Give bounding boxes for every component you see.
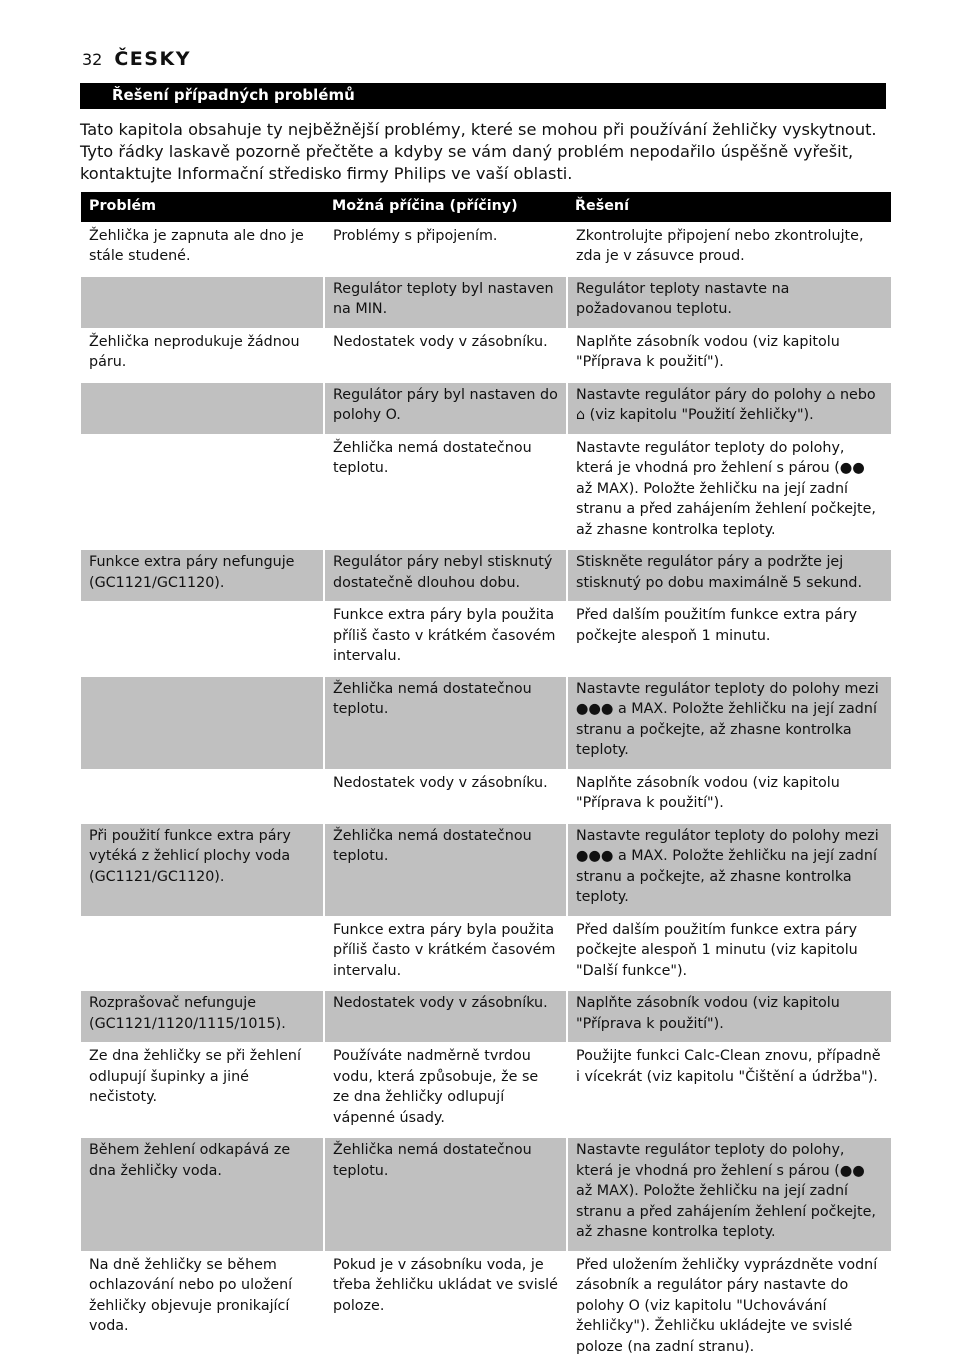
cause-cell: Regulátor páry byl nastaven do polohy O. — [324, 382, 567, 435]
solution-cell: Zkontrolujte připojení nebo zkontrolujte, zda je v zásuvce proud. — [567, 223, 891, 276]
table-row — [81, 223, 891, 276]
solution-cell: Naplňte zásobník vodou (viz kapitolu "Příprava k použití"). — [567, 770, 891, 823]
table-row — [81, 382, 891, 435]
table-row — [81, 602, 891, 676]
solution-cell: Použijte funkci Calc-Clean znovu, případně i vícekrát (viz kapitolu "Čištění a údržba"). — [567, 1043, 891, 1137]
solution-cell: Nastavte regulátor teploty do polohy, která je vhodná pro žehlení s párou (●● až MAX). Položte žehličku na její zadní stranu a před zahájením žehlení počkejte, až zhasne kontrolka teploty. — [567, 435, 891, 550]
intro-line: kontaktujte Informační středisko firmy Philips ve vaší oblasti. — [80, 163, 880, 185]
solution-cell: Naplňte zásobník vodou (viz kapitolu "Příprava k použití"). — [567, 329, 891, 382]
page-number: 32 — [82, 50, 102, 69]
table-row — [81, 329, 891, 382]
solution-cell: Nastavte regulátor teploty do polohy mezi ●●● a MAX. Položte žehličku na její zadní stranu a počkejte, až zhasne kontrolka teploty. — [567, 676, 891, 770]
table-row — [81, 276, 891, 329]
table-row — [81, 1252, 891, 1365]
intro-paragraph — [80, 119, 880, 185]
solution-cell: Nastavte regulátor páry do polohy ⌂ nebo ⌂ (viz kapitolu "Použití žehličky"). — [567, 382, 891, 435]
intro-line: Tato kapitola obsahuje ty nejběžnější problémy, které se mohou při používání žehličky vyskytnout. — [80, 119, 880, 141]
solution-cell: Před uložením žehličky vyprázdněte vodní zásobník a regulátor páry nastavte do polohy O (viz kapitolu "Uchovávání žehličky"). Žehličku ukládejte ve svislé poloze (na zadní stranu). — [567, 1252, 891, 1365]
problem-cell: Během žehlení odkapává ze dna žehličky voda. — [81, 1137, 324, 1252]
cause-cell: Pokud je v zásobníku voda, je třeba žehličku ukládat ve svislé poloze. — [324, 1252, 567, 1365]
table-row — [81, 1043, 891, 1137]
problem-cell — [81, 770, 324, 823]
table-row — [81, 1137, 891, 1252]
problem-cell — [81, 602, 324, 676]
troubleshooting-table — [81, 192, 891, 1365]
cause-cell: Nedostatek vody v zásobníku. — [324, 990, 567, 1043]
table-body — [81, 223, 891, 1365]
table-row — [81, 676, 891, 770]
section-title-bar — [80, 83, 886, 109]
page-header — [82, 48, 191, 74]
problem-cell — [81, 435, 324, 550]
solution-cell: Před dalším použitím funkce extra páry počkejte alespoň 1 minutu. — [567, 602, 891, 676]
problem-cell: Funkce extra páry nefunguje (GC1121/GC1120). — [81, 549, 324, 602]
problem-cell: Žehlička je zapnuta ale dno je stále studené. — [81, 223, 324, 276]
table-header-row — [81, 192, 891, 223]
solution-cell: Naplňte zásobník vodou (viz kapitolu "Příprava k použití"). — [567, 990, 891, 1043]
table-row — [81, 435, 891, 550]
cause-cell: Žehlička nemá dostatečnou teplotu. — [324, 1137, 567, 1252]
problem-cell — [81, 382, 324, 435]
problem-cell: Žehlička neprodukuje žádnou páru. — [81, 329, 324, 382]
solution-cell: Nastavte regulátor teploty do polohy mezi ●●● a MAX. Položte žehličku na její zadní stranu a počkejte, až zhasne kontrolka teploty. — [567, 823, 891, 917]
cause-cell: Regulátor teploty byl nastaven na MIN. — [324, 276, 567, 329]
table-row — [81, 917, 891, 991]
problem-cell — [81, 917, 324, 991]
solution-cell: Nastavte regulátor teploty do polohy, která je vhodná pro žehlení s párou (●● až MAX). Položte žehličku na její zadní stranu a před zahájením žehlení počkejte, až zhasne kontrolka teploty. — [567, 1137, 891, 1252]
table-row — [81, 770, 891, 823]
cause-cell: Regulátor páry nebyl stisknutý dostatečně dlouhou dobu. — [324, 549, 567, 602]
problem-cell — [81, 676, 324, 770]
column-header-problem: Problém — [81, 192, 324, 223]
solution-cell: Před dalším použitím funkce extra páry počkejte alespoň 1 minutu (viz kapitolu "Další funkce"). — [567, 917, 891, 991]
cause-cell: Žehlička nemá dostatečnou teplotu. — [324, 435, 567, 550]
table-row — [81, 549, 891, 602]
problem-cell: Rozprašovač nefunguje (GC1121/1120/1115/1015). — [81, 990, 324, 1043]
cause-cell: Problémy s připojením. — [324, 223, 567, 276]
problem-cell — [81, 276, 324, 329]
column-header-solution: Řešení — [567, 192, 891, 223]
cause-cell: Žehlička nemá dostatečnou teplotu. — [324, 823, 567, 917]
table-row — [81, 990, 891, 1043]
language-heading: ČESKY — [114, 48, 191, 70]
cause-cell: Nedostatek vody v zásobníku. — [324, 770, 567, 823]
solution-cell: Regulátor teploty nastavte na požadovanou teplotu. — [567, 276, 891, 329]
column-header-cause: Možná příčina (příčiny) — [324, 192, 567, 223]
problem-cell: Při použití funkce extra páry vytéká z žehlicí plochy voda (GC1121/GC1120). — [81, 823, 324, 917]
cause-cell: Používáte nadměrně tvrdou vodu, která způsobuje, že se ze dna žehličky odlupují vápenné úsady. — [324, 1043, 567, 1137]
cause-cell: Žehlička nemá dostatečnou teplotu. — [324, 676, 567, 770]
table-row — [81, 823, 891, 917]
intro-line: Tyto řádky laskavě pozorně přečtěte a kdyby se vám daný problém nepodařilo úspěšně vyřešit, — [80, 141, 880, 163]
solution-cell: Stiskněte regulátor páry a podržte jej stisknutý po dobu maximálně 5 sekund. — [567, 549, 891, 602]
problem-cell: Ze dna žehličky se při žehlení odlupují šupinky a jiné nečistoty. — [81, 1043, 324, 1137]
cause-cell: Funkce extra páry byla použita příliš často v krátkém časovém intervalu. — [324, 917, 567, 991]
section-title: Řešení případných problémů — [112, 86, 355, 104]
cause-cell: Nedostatek vody v zásobníku. — [324, 329, 567, 382]
cause-cell: Funkce extra páry byla použita příliš často v krátkém časovém intervalu. — [324, 602, 567, 676]
problem-cell: Na dně žehličky se během ochlazování nebo po uložení žehličky objevuje pronikající voda. — [81, 1252, 324, 1365]
